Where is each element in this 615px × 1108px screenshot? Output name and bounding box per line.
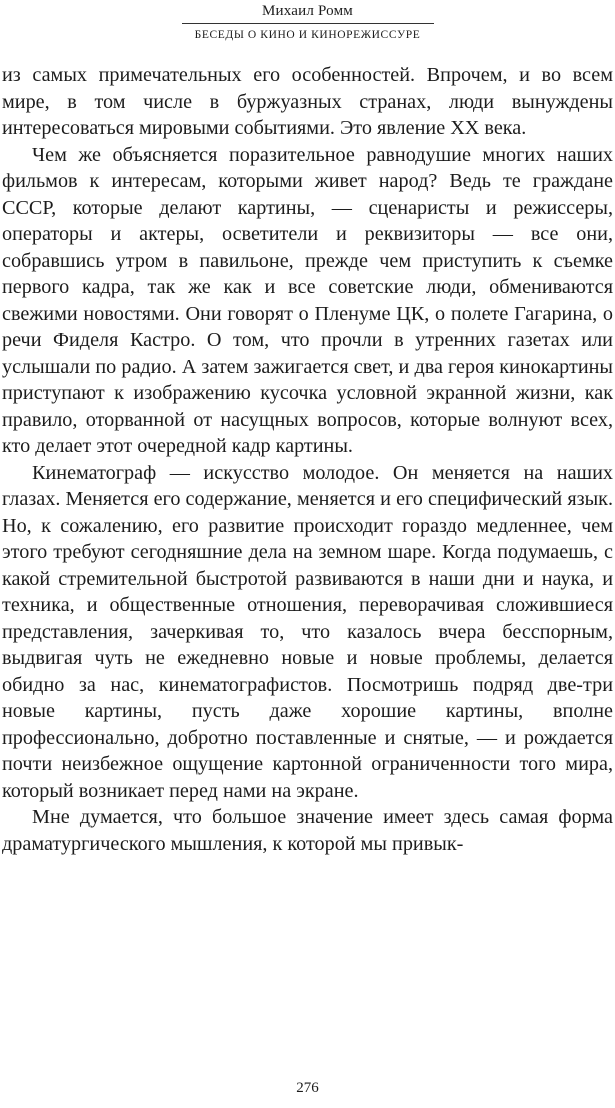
paragraph: Мне думается, что большое значение имеет здесь самая форма драматургического мышления, к которой мы привык- [2,806,613,855]
paragraph: из самых примечательных его особенностей. Впрочем, и во всем мире, в том числе в буржуазных странах, люди вынуждены интересоваться мировыми событиями. Это явление XX века. [2,64,613,139]
running-head-book-title: БЕСЕДЫ О КИНО И КИНОРЕЖИССУРЕ [194,29,421,41]
paragraph: Чем же объясняется поразительное равнодушие многих наших фильмов к интересам, которыми живет народ? Ведь те граждане СССР, которые делают картины, — сценаристы и режиссеры, операторы и актеры, осветители и реквизиторы — все они, собравшись утром в павильоне, прежде чем приступить к съемке первого кадра, так же как и все советские люди, обмениваются свежими новостями. Они говорят о Пленуме ЦК, о полете Гагарина, о речи Фиделя Кастро. О том, что прочли в утренних газетах или услышали по радио. А затем зажигается свет, и два героя кинокартины приступают к изображению кусочка условной экранной жизни, как правило, оторванной от насущных вопросов, которые волнуют всех, кто делает этот очередной кадр картины. [2,143,613,457]
paragraph: Кинематограф — искусство молодое. Он меняется на наших глазах. Меняется его содержание, меняется и его специфический язык. Но, к сожалению, его развитие происходит гораздо медленнее, чем этого требуют сегодняшние дела на земном шаре. Когда подумаешь, с какой стремительной быстротой развиваются в наши дни и наука, и техника, и общественные отношения, переворачивая сложившиеся представления, зачеркивая то, что казалось вчера бесспорным, выдвигая чуть не ежедневно новые и новые проблемы, делается обидно за нас, кинематографистов. Посмотришь подряд две-три новые картины, пусть даже хорошие картины, вполне профессионально, добротно поставленные и снятые, — и рождается почти неизбежное ощущение картонной ограниченности того мира, который возникает перед нами на экране. [2,461,613,802]
running-head-rule [182,23,434,24]
running-head [0,0,615,42]
running-head-author: Михаил Ромм [262,3,353,19]
page-number: 276 [296,1080,319,1096]
body-text [2,62,613,857]
